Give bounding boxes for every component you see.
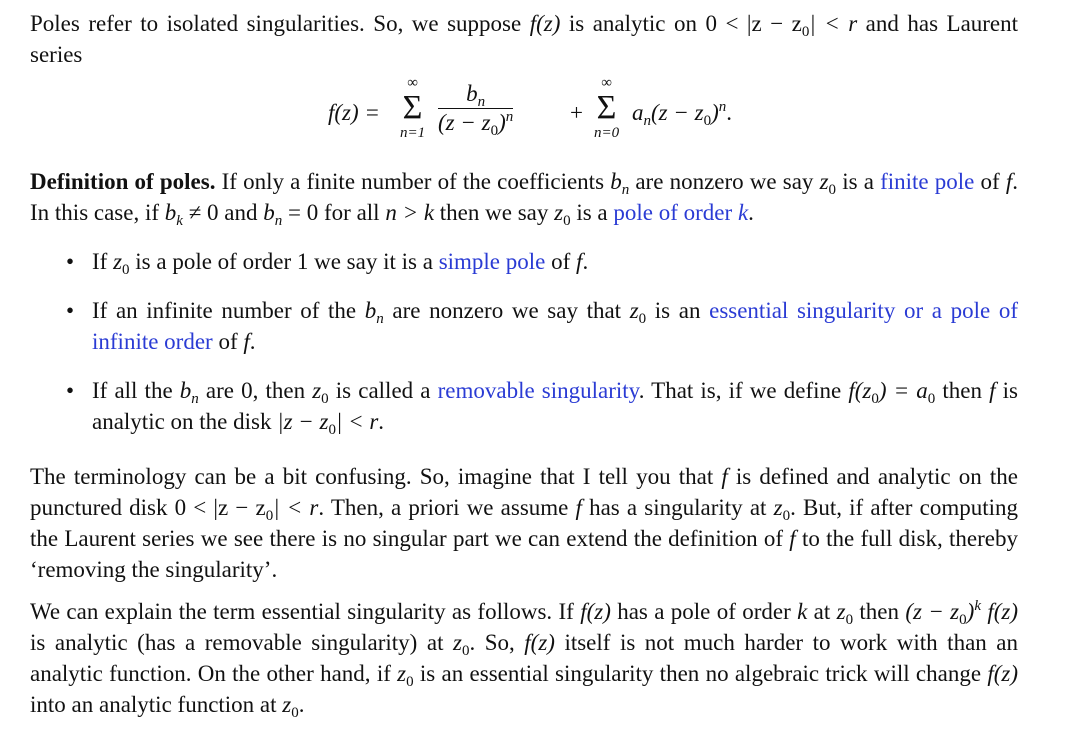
removable-singularity-link[interactable]: removable singularity [437,378,639,403]
math: $0 < |z - z_0| < r$ [705,11,858,40]
sum-symbol: ∞ Σ n=0 [594,75,620,141]
text: Poles refer to isolated singularities. So, we suppose [30,11,530,36]
laurent-series-equation [30,72,1018,154]
pole-of-order-k-link[interactable]: pole of order k [613,200,749,225]
essential-singularity-paragraph: We can explain the term essential singularity as follows. If f(z) has a pole of order k at $z_0$ then $(z - z_0)^k$ f(z) is analytic (has a removable singularity) at $z_0$. So, f(z) itself is not much harder to work with than an analytic function. On the other hand, if $z_0$ is an essential singularity then no algebraic trick will change f(z) into an analytic function at $z_0$. [30,598,1018,721]
essential-singularity-link[interactable]: essential singularity or a pole of infinite order [92,298,1018,354]
math: (z) [536,11,561,36]
terminology-paragraph: The terminology can be a bit confusing. So, imagine that I tell you that f is defined and analytic on the punctured disk $0 < |z - z_0| < r$. Then, a priori we assume f has a singularity at $z_0$. But, if after computing the Laurent series we see there is no singular part we can extend the definition of f to the full disk, thereby ‘removing the singularity’. [30,464,1018,582]
definition-paragraph: Definition of poles. If only a finite number of the coefficients $b_n$ are nonzero we say $z_0$ is a finite pole of f. In this case, if $b_k \ne 0$ and $b_n = 0$ for all n > k then we say $z_0$ is a pole of order k. [30,169,1018,229]
definition-heading: Definition of poles. [30,169,216,194]
document-body [30,8,1018,720]
bullet-icon: • [66,249,75,274]
finite-pole-link[interactable]: finite pole [880,169,975,194]
list-item: • If an infinite number of the $b_n$ are nonzero we say that $z_0$ is an essential singularity or a pole of infinite order of f. [30,295,1018,357]
pole-types-list [30,246,1018,437]
bullet-icon: • [66,378,75,403]
list-item: • If $z_0$ is a pole of order 1 we say it is a simple pole of f. [30,246,1018,277]
list-item: • If all the $b_n$ are 0, then $z_0$ is called a removable singularity. That is, if we define $f(z_0) = a_0$ then f is analytic on the disk $|z - z_0| < r$. [30,375,1018,437]
text: and has Laurent series [30,11,1019,67]
fraction: $b_n$ $(z - z_0)^n$ [438,81,514,139]
intro-paragraph [30,8,1018,70]
plus-sign: + [570,100,583,125]
bullet-icon: • [66,298,75,323]
equation-lhs: f(z) = [328,100,380,125]
math: f [529,11,537,36]
sum-symbol: ∞ Σ n=1 [400,75,426,141]
equation-term: $a_n(z - z_0)^n$. [632,99,733,129]
text: is analytic on [560,11,706,36]
simple-pole-link[interactable]: simple pole [438,249,546,274]
